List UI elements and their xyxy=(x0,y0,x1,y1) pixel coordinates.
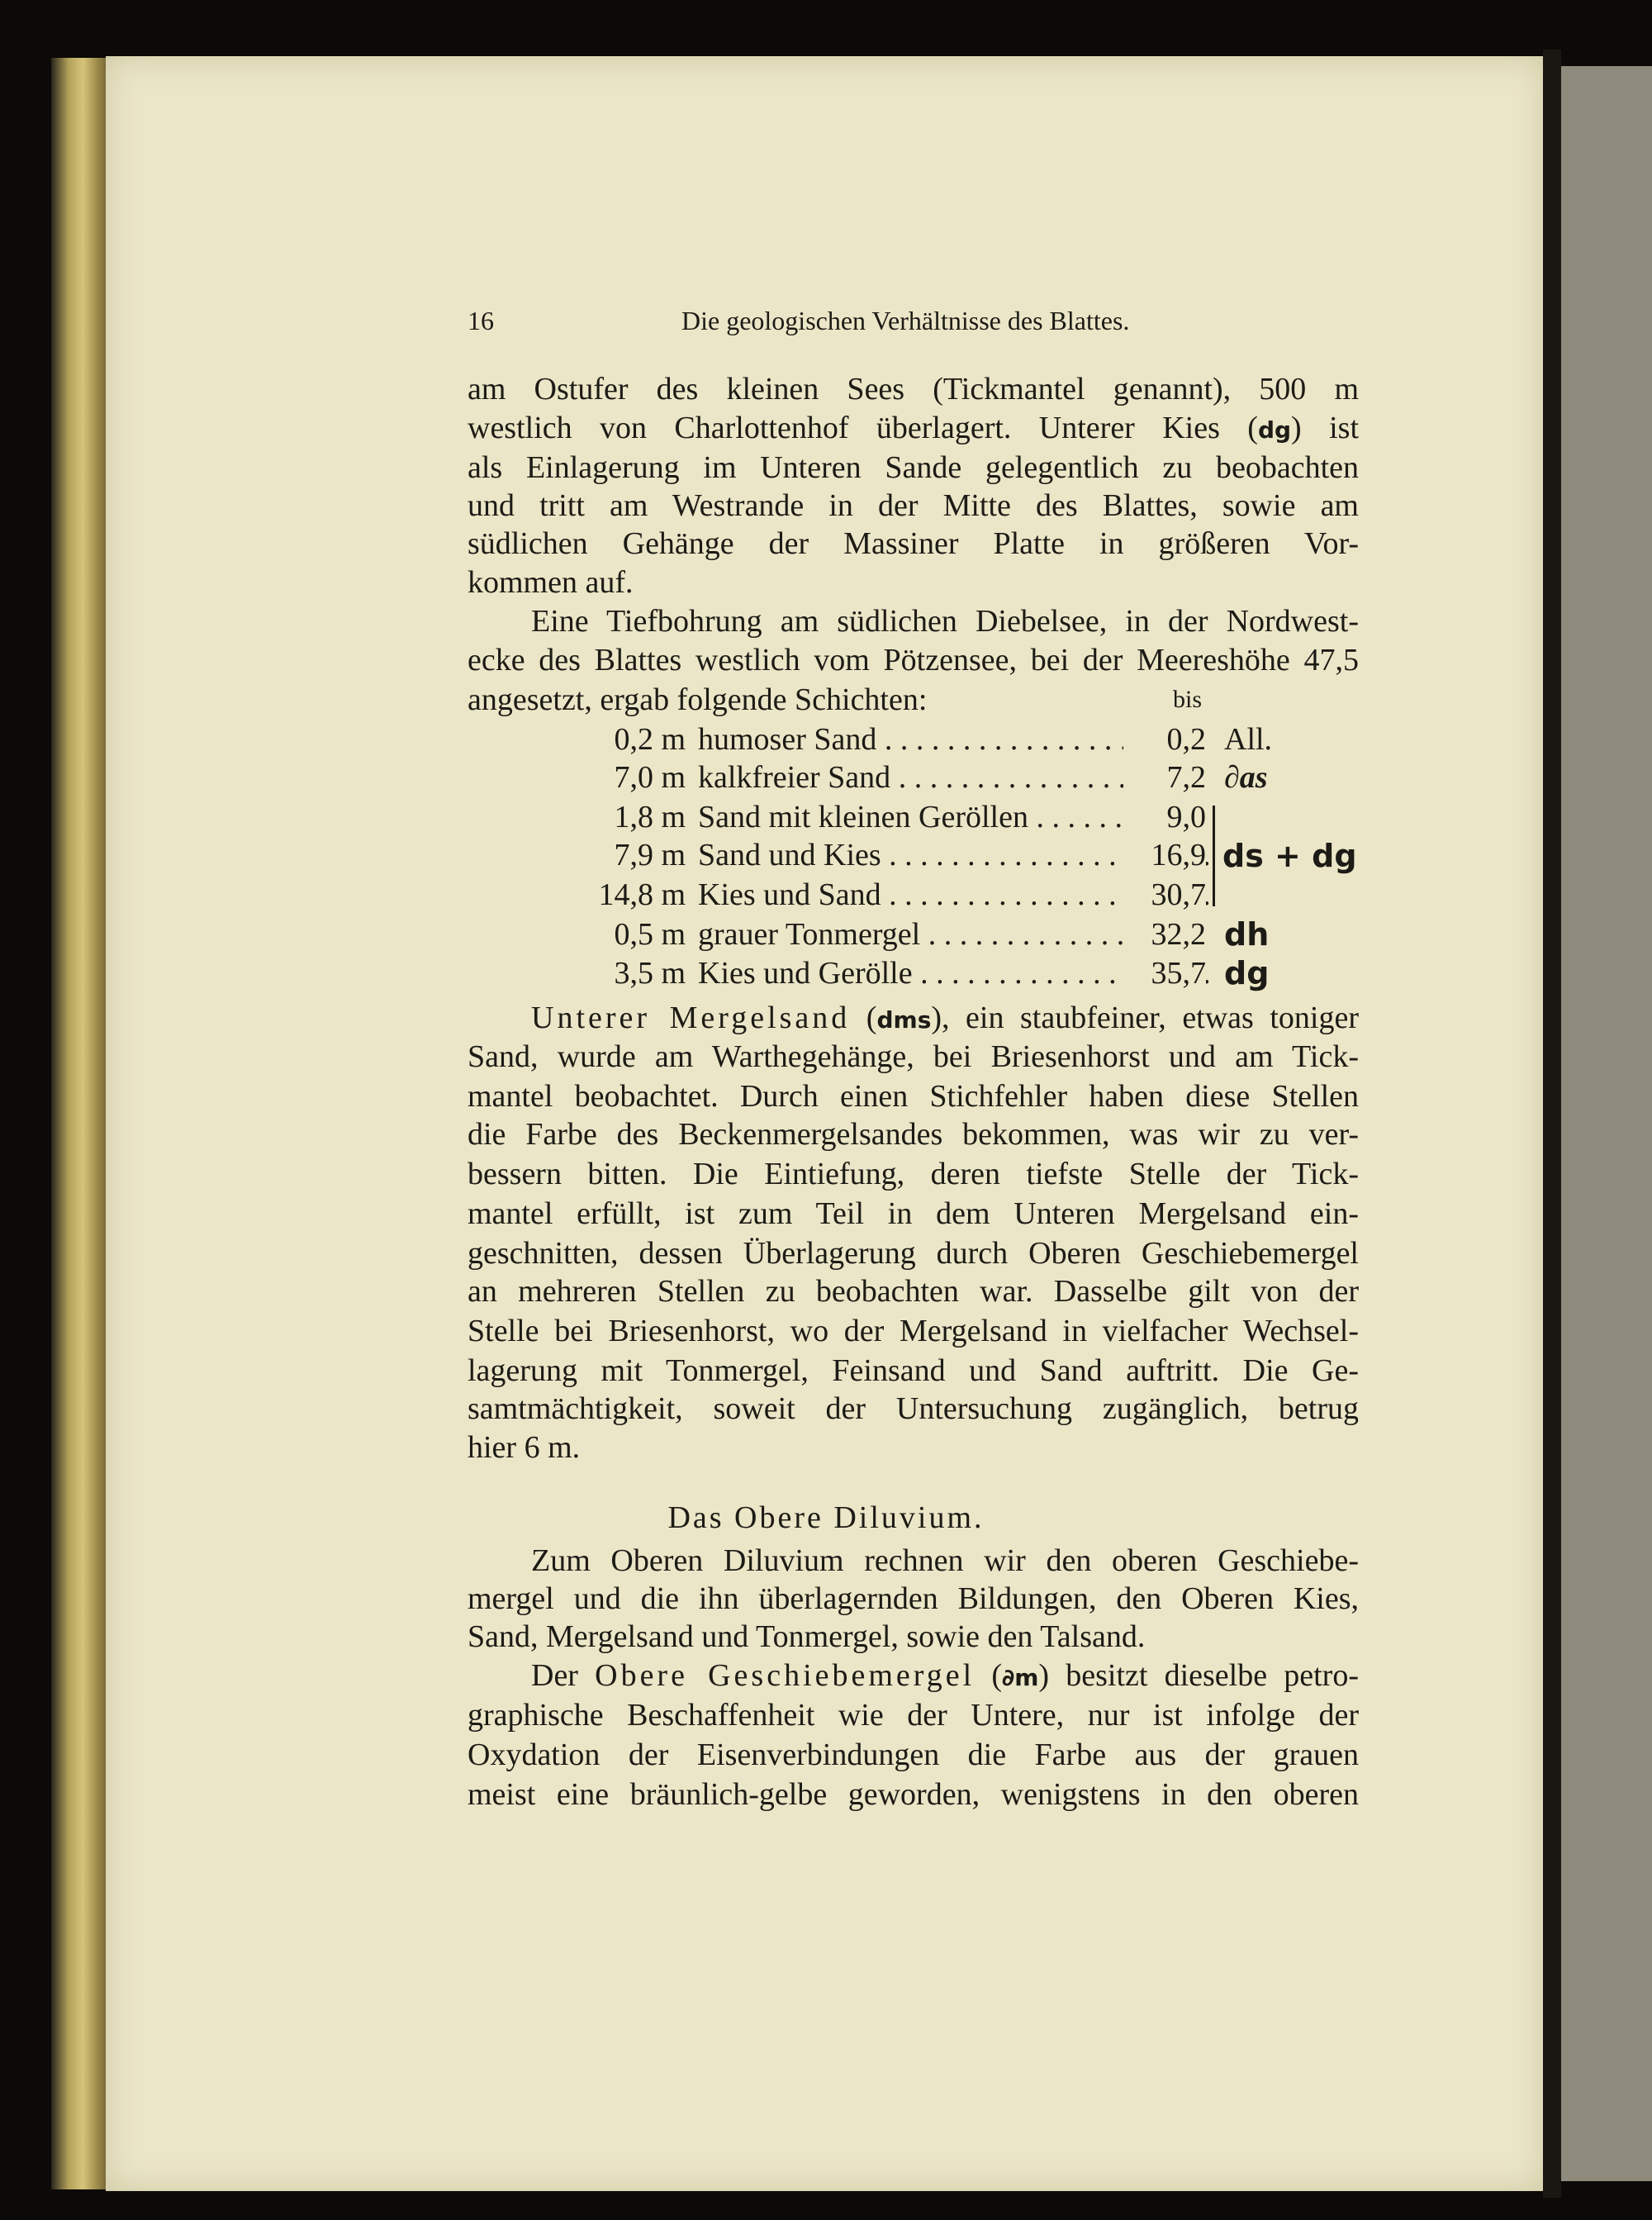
text-line xyxy=(468,1234,1359,1273)
text-line xyxy=(468,1389,1359,1429)
map-symbol: dg xyxy=(1257,416,1292,444)
text-segment: Stelle bei Briesenhorst, wo der Mergelsand in vielfacher Wechsel- xyxy=(468,1314,1359,1348)
text-line xyxy=(531,1656,1359,1695)
text-segment: Sand, wurde am Warthegehänge, bei Briesenhorst und am Tick- xyxy=(468,1039,1359,1074)
text-segment: die Farbe des Beckenmergelsandes bekommen, was wir zu ver- xyxy=(468,1117,1359,1152)
table-thickness: 7,9 m xyxy=(614,838,686,872)
text-segment: Sand, Mergelsand und Tonmergel, sowie den Talsand. xyxy=(468,1619,1146,1654)
table-layer: humoser Sand . . . xyxy=(698,720,1210,759)
text-segment: Zum Oberen Diluvium rechnen wir den oberen Geschiebe- xyxy=(531,1543,1359,1578)
text-line xyxy=(468,1272,1359,1311)
text-segment: an mehreren Stellen zu beobachten war. Dasselbe gilt von der xyxy=(468,1274,1359,1309)
text-segment: Eine Tiefbohrung am südlichen Diebelsee, in der Nordwest- xyxy=(531,604,1359,639)
table-layer: Sand und Kies . . . xyxy=(698,835,1210,875)
text-segment: hier 6 m. xyxy=(468,1430,581,1465)
book-gutter xyxy=(1543,50,1561,2198)
map-symbol: dms xyxy=(876,1006,932,1034)
text-line xyxy=(468,1775,1359,1814)
table-depth: 35,7 xyxy=(1123,953,1206,993)
text-segment: bessern bitten. Die Eintiefung, deren tiefste Stelle der Tick- xyxy=(468,1157,1359,1191)
text-segment: graphische Beschaffenheit wie der Untere, nur ist infolge der xyxy=(468,1698,1359,1733)
running-title: Die geologischen Verhältnisse des Blattes. xyxy=(681,306,1130,335)
table-layer: Kies und Gerölle . . . xyxy=(698,953,1210,993)
text-segment: ) besitzt dieselbe petro- xyxy=(1038,1658,1359,1693)
text-line xyxy=(468,1115,1359,1154)
text-segment: meist eine bräunlich-gelbe geworden, wenigstens in den oberen xyxy=(468,1777,1359,1812)
table-layer: Kies und Sand . . . xyxy=(698,875,1210,915)
text-line xyxy=(468,369,1359,409)
table-layer: kalkfreier Sand . . . xyxy=(698,758,1210,797)
text-line xyxy=(468,1311,1359,1351)
text-segment: Der xyxy=(531,1658,596,1693)
table-depth: 9,0 xyxy=(1123,797,1206,837)
text-line xyxy=(468,1351,1359,1390)
text-segment: westlich von Charlottenhof überlagert. Unterer Kies ( xyxy=(468,411,1258,445)
text-line xyxy=(468,680,1359,720)
text-segment: mantel beobachtet. Durch einen Stichfehler haben diese Stellen xyxy=(468,1079,1359,1114)
table-unit: dh xyxy=(1224,916,1270,953)
table-unit: All. xyxy=(1224,722,1273,757)
text-segment: samtmächtigkeit, soweit der Untersuchung zugänglich, betrug xyxy=(468,1391,1359,1426)
text-segment: lagerung mit Tonmergel, Feinsand und Sand auftritt. Die Ge- xyxy=(468,1353,1359,1388)
text-line xyxy=(468,1037,1359,1077)
table-unit: ∂as xyxy=(1224,760,1268,795)
text-line xyxy=(468,1617,1359,1657)
text-line xyxy=(468,1194,1359,1234)
text-segment: Oxydation der Eisenverbindungen die Farbe aus der grauen xyxy=(468,1737,1359,1772)
text-line xyxy=(468,448,1359,487)
text-segment: ecke des Blattes westlich vom Pötzensee, bei der Meereshöhe 47,5 xyxy=(468,643,1359,677)
text-line xyxy=(468,524,1359,563)
text-line xyxy=(468,408,1359,448)
text-segment: als Einlagerung im Unteren Sande gelegentlich zu beobachten xyxy=(468,450,1359,485)
text-line xyxy=(531,1541,1359,1581)
text-line xyxy=(468,1077,1359,1116)
facing-page-edge xyxy=(1561,66,1652,2181)
section-heading: Das Obere Diluvium. xyxy=(667,1500,985,1535)
text-line xyxy=(468,1735,1359,1775)
table-thickness: 0,2 m xyxy=(614,722,686,757)
text-segment: geschnitten, dessen Überlagerung durch Oberen Geschiebemergel xyxy=(468,1236,1359,1271)
text-line xyxy=(468,640,1359,680)
table-thickness: 1,8 m xyxy=(614,800,686,834)
text-line xyxy=(531,601,1359,641)
text-line xyxy=(468,1428,1359,1467)
table-unit: dg xyxy=(1224,955,1270,991)
table-thickness: 3,5 m xyxy=(614,956,686,991)
text-segment: Unterer Mergelsand xyxy=(531,1001,851,1035)
table-layer: Sand mit kleinen Geröllen . . . xyxy=(698,797,1210,837)
text-segment: Obere Geschiebemergel xyxy=(595,1658,976,1693)
text-line xyxy=(468,1154,1359,1194)
map-symbol: ∂m xyxy=(1002,1664,1039,1691)
text-line xyxy=(468,1579,1359,1619)
text-segment: ( xyxy=(975,1658,1003,1693)
text-segment: kommen auf. xyxy=(468,565,634,600)
table-layer: grauer Tonmergel . . . xyxy=(698,915,1210,954)
text-segment: ), ein staubfeiner, etwas toniger xyxy=(931,1001,1359,1035)
text-segment: ( xyxy=(850,1001,877,1035)
table-depth: 0,2 xyxy=(1123,720,1206,759)
page-number: 16 xyxy=(468,306,494,335)
group-unit: ds + dg xyxy=(1222,838,1357,874)
table-depth: 16,9 xyxy=(1123,835,1206,875)
book-page-edges xyxy=(51,58,109,2189)
table-thickness: 0,5 m xyxy=(614,917,686,952)
text-line xyxy=(468,486,1359,525)
depth-column-header: bis xyxy=(1173,686,1203,713)
table-thickness: 7,0 m xyxy=(614,760,686,795)
text-segment: südlichen Gehänge der Massiner Platte in größeren Vor- xyxy=(468,526,1359,561)
text-segment: am Ostufer des kleinen Sees (Tickmantel genannt), 500 m xyxy=(468,372,1359,406)
table-thickness: 14,8 m xyxy=(598,877,686,912)
text-segment: mantel erfüllt, ist zum Teil in dem Unteren Mergelsand ein- xyxy=(468,1196,1359,1231)
text-line xyxy=(468,563,1359,602)
text-segment: mergel und die ihn überlagernden Bildungen, den Oberen Kies, xyxy=(468,1581,1359,1616)
text-line xyxy=(468,1695,1359,1735)
text-line xyxy=(531,998,1359,1038)
table-depth: 7,2 xyxy=(1123,758,1206,797)
table-depth: 32,2 xyxy=(1123,915,1206,954)
text-segment: angesetzt, ergab folgende Schichten: xyxy=(468,682,928,717)
text-segment: und tritt am Westrande in der Mitte des Blattes, sowie am xyxy=(468,488,1359,523)
bracket xyxy=(1213,806,1215,906)
table-depth: 30,7 xyxy=(1123,875,1206,915)
text-segment: ) ist xyxy=(1291,411,1359,445)
